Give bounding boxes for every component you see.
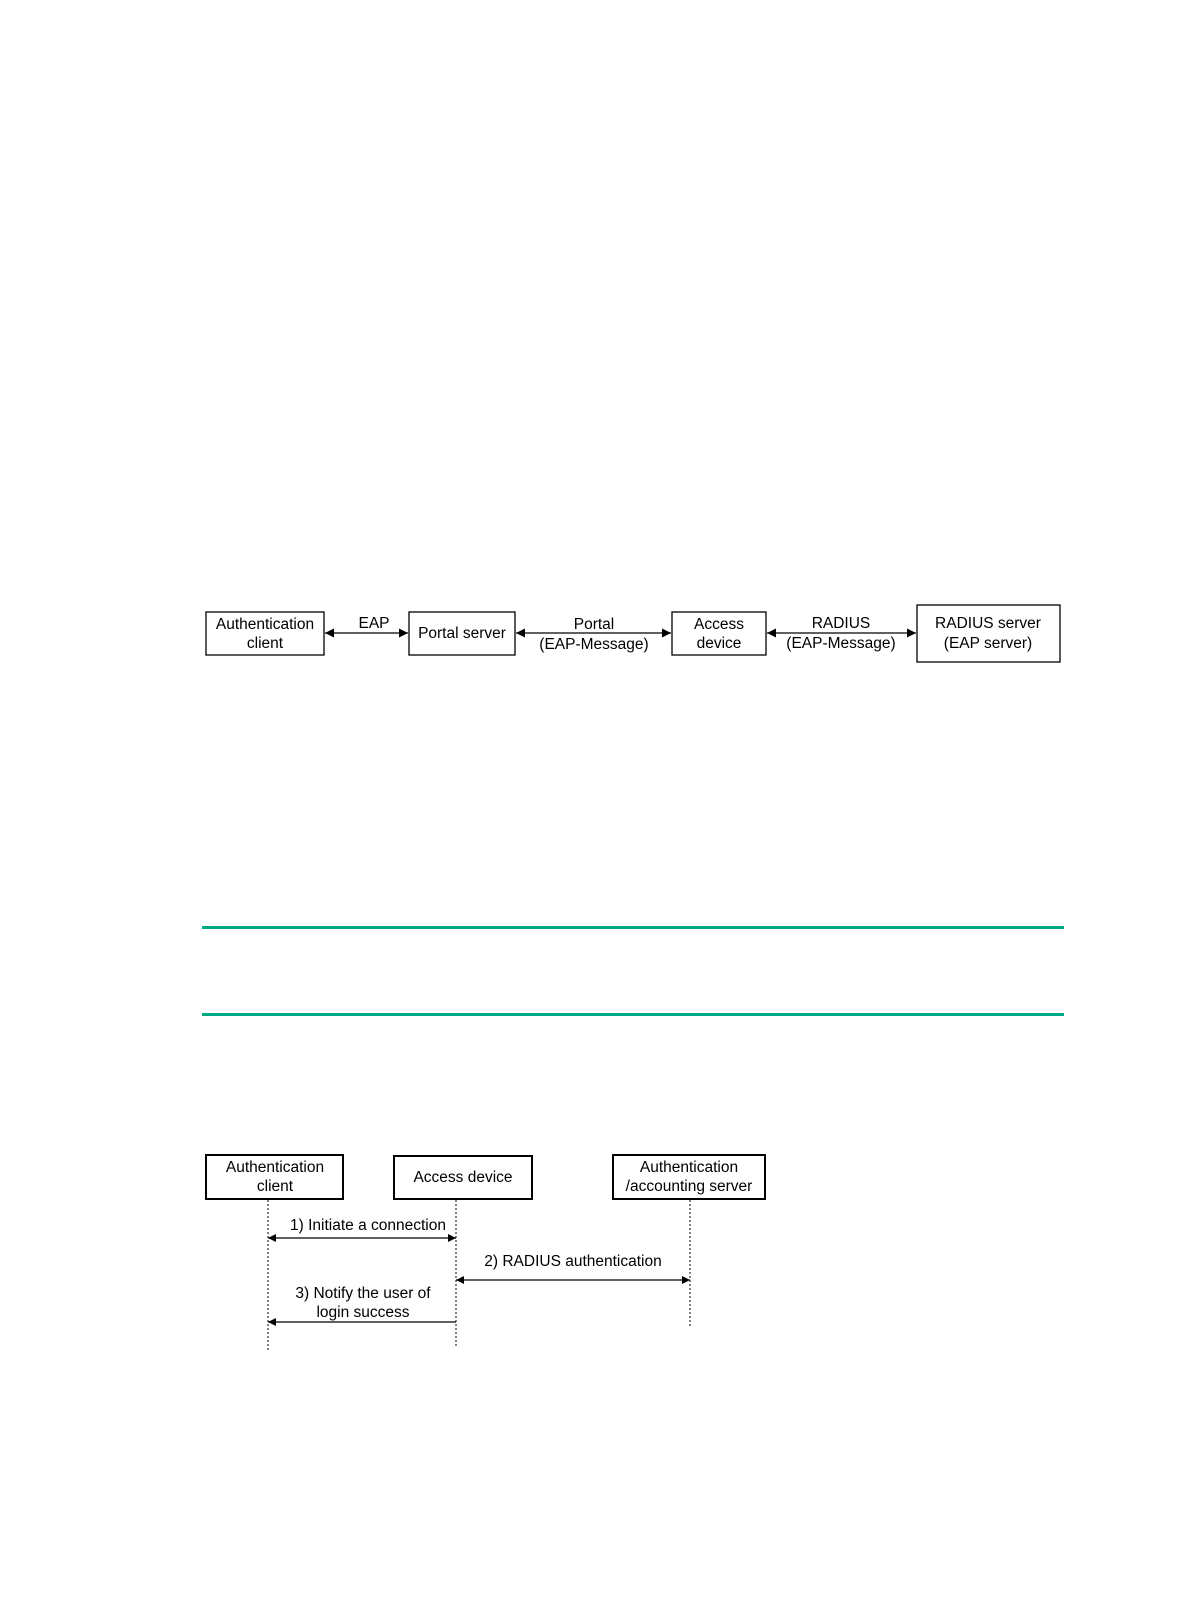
- participant-access-device: [394, 1156, 532, 1199]
- node-access-device-line1: Access: [694, 616, 744, 633]
- node-radius-server-line2: (EAP server): [943, 635, 1033, 652]
- participant-accounting-server: [613, 1155, 765, 1199]
- node-radius-server-line1: RADIUS server: [935, 615, 1041, 632]
- node-access-device: [672, 612, 766, 655]
- link-eap: [325, 615, 408, 633]
- message-radius-authentication: [456, 1253, 690, 1280]
- message-initiate-connection: [268, 1217, 456, 1238]
- link-portal-line2: (EAP-Message): [539, 636, 649, 653]
- participant-authentication-client-line2: client: [256, 1178, 294, 1195]
- node-radius-server: [917, 605, 1060, 662]
- link-radius: [767, 615, 916, 652]
- participant-authentication-client: [206, 1155, 343, 1199]
- participant-accounting-server-line2: /accounting server: [625, 1178, 753, 1195]
- message-notify-login-success-line1: 3) Notify the user of: [295, 1285, 431, 1302]
- message-initiate-connection-label: 1) Initiate a connection: [290, 1217, 446, 1234]
- message-radius-authentication-label: 2) RADIUS authentication: [484, 1253, 662, 1270]
- participant-authentication-client-line1: Authentication: [225, 1159, 325, 1176]
- participant-accounting-server-line1: Authentication: [639, 1159, 739, 1176]
- link-eap-label: EAP: [358, 615, 390, 632]
- note-top-rule: [202, 926, 1064, 929]
- node-portal-server-label: Portal server: [418, 625, 506, 642]
- node-authentication-client-line2: client: [246, 635, 284, 652]
- message-notify-login-success: [268, 1285, 456, 1322]
- link-radius-line2: (EAP-Message): [786, 635, 896, 652]
- link-portal-line1: Portal: [573, 616, 615, 633]
- node-authentication-client: [206, 612, 324, 655]
- link-radius-line1: RADIUS: [811, 615, 871, 632]
- message-notify-login-success-line2: login success: [316, 1304, 410, 1321]
- node-portal-server: [409, 612, 515, 655]
- link-portal: [516, 616, 671, 653]
- sequence-diagram: [206, 1155, 765, 1350]
- node-authentication-client-line1: Authentication: [215, 616, 315, 633]
- note-bottom-rule: [202, 1013, 1064, 1016]
- participant-access-device-label: Access device: [413, 1169, 513, 1186]
- node-access-device-line2: device: [696, 635, 742, 652]
